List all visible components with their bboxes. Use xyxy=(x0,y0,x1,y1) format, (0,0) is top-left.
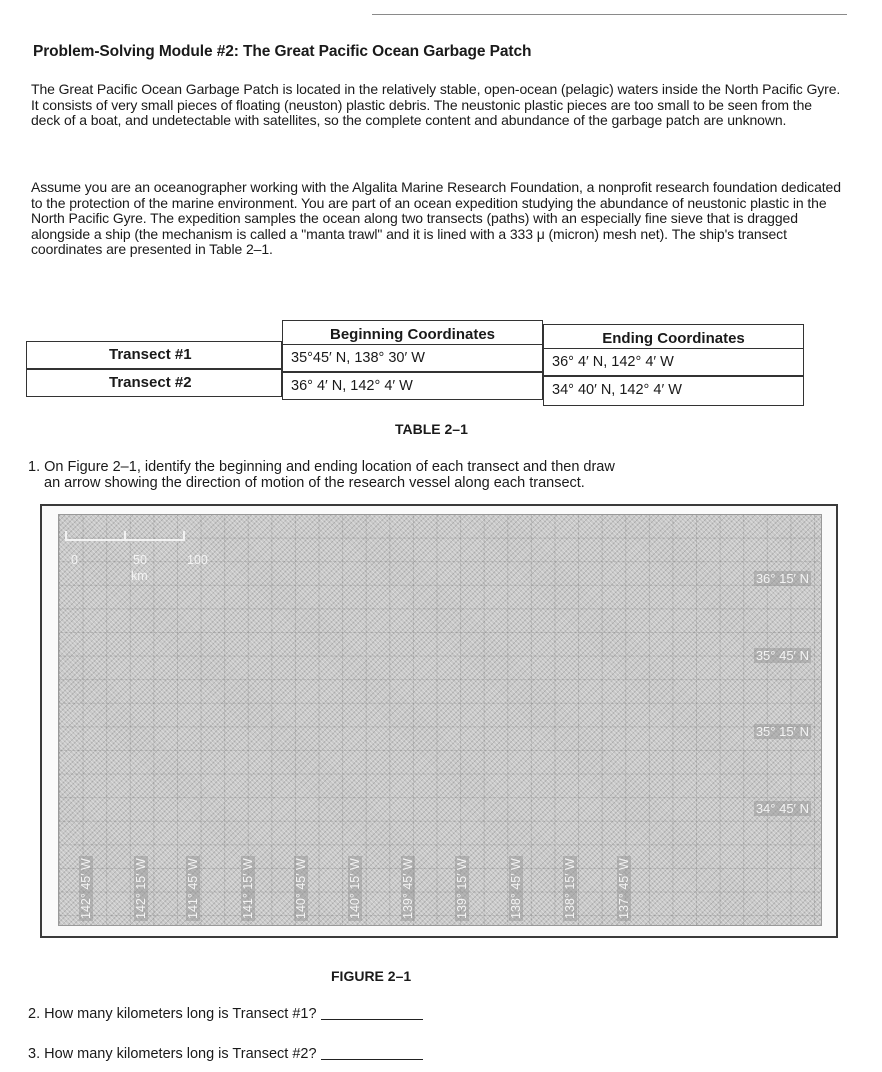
answer-blank-3[interactable] xyxy=(321,1058,423,1060)
lon-label-138-45: 138° 45′ W xyxy=(509,858,523,919)
scale-tick-0 xyxy=(65,531,67,541)
header-beginning: Beginning Coordinates xyxy=(282,320,543,348)
lon-label-140-15: 140° 15′ W xyxy=(348,858,362,919)
lon-label-137-45: 137° 45′ W xyxy=(617,858,631,919)
scale-label-unit: km xyxy=(131,569,148,583)
question-2-text: 2. How many kilometers long is Transect #1? xyxy=(28,1006,317,1022)
question-1-line-2: an arrow showing the direction of motion of the research vessel along each transect. xyxy=(44,475,585,491)
top-rule xyxy=(372,14,847,15)
lat-label-36-15: 36° 15′ N xyxy=(755,571,809,586)
lon-label-138-15: 138° 15′ W xyxy=(563,858,577,919)
scale-label-fifty: 50 xyxy=(133,553,147,567)
header-ending: Ending Coordinates xyxy=(543,324,804,352)
question-1-line-1: 1. On Figure 2–1, identify the beginning and ending location of each transect and then draw xyxy=(28,459,615,475)
scale-tick-100 xyxy=(183,531,185,541)
lon-label-139-45: 139° 45′ W xyxy=(401,858,415,919)
scale-label-zero: 0 xyxy=(71,553,78,567)
lon-label-142-45: 142° 45′ W xyxy=(79,858,93,919)
question-3-text: 3. How many kilometers long is Transect #2? xyxy=(28,1046,317,1062)
question-3 xyxy=(28,1046,808,1062)
figure-caption: FIGURE 2–1 xyxy=(331,968,412,984)
transect-2-ending: 34° 40′ N, 142° 4′ W xyxy=(543,376,804,406)
lon-label-142-15: 142° 15′ W xyxy=(134,858,148,919)
transect-2-label: Transect #2 xyxy=(26,369,282,397)
lat-label-35-45: 35° 45′ N xyxy=(755,648,809,663)
lon-label-140-45: 140° 45′ W xyxy=(294,858,308,919)
answer-blank-2[interactable] xyxy=(321,1018,423,1020)
question-1 xyxy=(28,459,808,491)
lon-label-139-15: 139° 15′ W xyxy=(455,858,469,919)
transect-1-ending: 36° 4′ N, 142° 4′ W xyxy=(543,348,804,376)
lon-label-141-45: 141° 45′ W xyxy=(186,858,200,919)
lat-label-34-45: 34° 45′ N xyxy=(755,801,809,816)
question-2 xyxy=(28,1006,808,1022)
transect-map[interactable] xyxy=(58,514,822,926)
table-caption: TABLE 2–1 xyxy=(395,421,468,437)
scenario-paragraph: Assume you are an oceanographer working with the Algalita Marine Research Foundation, a nonprofit research foundation dedicated to the protection of the marine environment. You are part of an ocean expedition studying the abundance of neustonic plastic in the North Pacific Gyre. The expedition samples the ocean along two transects (paths) with an especially fine sieve that is dragged alongside a ship (the mechanism is called a "manta trawl" and it is lined with a 333 μ (micron) mesh net). The ship's transect coordinates are presented in Table 2–1. xyxy=(31,179,841,258)
intro-paragraph: The Great Pacific Ocean Garbage Patch is located in the relatively stable, open-ocean (pelagic) waters inside the North Pacific Gyre. It consists of very small pieces of floating (neuston) plastic debris. The neustonic plastic pieces are too small to be seen from the deck of a boat, and undetectable with satellites, so the complete content and abundance of the garbage patch are unknown. xyxy=(31,81,841,129)
transect-1-label: Transect #1 xyxy=(26,341,282,369)
transect-table xyxy=(26,320,804,408)
module-title: Problem-Solving Module #2: The Great Pacific Ocean Garbage Patch xyxy=(33,43,532,60)
transect-2-beginning: 36° 4′ N, 142° 4′ W xyxy=(282,372,543,400)
scale-tick-50 xyxy=(124,531,126,541)
scale-bar xyxy=(65,539,185,541)
scale-label-hundred: 100 xyxy=(187,553,208,567)
lon-label-141-15: 141° 15′ W xyxy=(241,858,255,919)
transect-1-beginning: 35°45′ N, 138° 30′ W xyxy=(282,344,543,372)
lat-label-35-15: 35° 15′ N xyxy=(755,724,809,739)
